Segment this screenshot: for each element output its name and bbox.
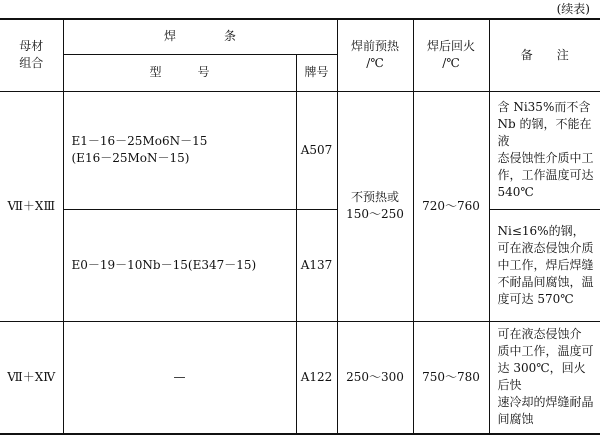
- brand-cell: A122: [296, 321, 337, 434]
- model-cell: E1－16－25Mo6N－15 (E16－25MoN－15): [63, 91, 296, 209]
- remark-cell: 含 Ni35%而不含 Nb 的钢，不能在液 态侵蚀性介质中工 作，工作温度可达 540℃: [489, 91, 600, 209]
- combo-cell: Ⅶ＋ⅩⅢ: [0, 91, 63, 321]
- combo-cell: Ⅶ＋ⅩⅣ: [0, 321, 63, 434]
- temper-cell: 750～780: [413, 321, 489, 434]
- header-temper: 焊后回火 /℃: [413, 19, 489, 91]
- header-electrode: 焊 条: [63, 19, 337, 54]
- brand-cell: A507: [296, 91, 337, 209]
- header-base: 母材 组合: [0, 19, 63, 91]
- temper-cell: 720～760: [413, 91, 489, 321]
- header-preheat: 焊前预热 /℃: [337, 19, 413, 91]
- remark-cell: Ni≤16%的钢， 可在液态侵蚀介质 中工作，焊后焊缝 不耐晶间腐蚀，温 度可达 570℃: [489, 209, 600, 321]
- header-model: 型 号: [63, 54, 296, 91]
- table-row: [0, 91, 600, 209]
- model-cell: —: [63, 321, 296, 434]
- model-cell: E0－19－10Nb－15(E347－15): [63, 209, 296, 321]
- header-brand: 牌号: [296, 54, 337, 91]
- header-remark: 备 注: [489, 19, 600, 91]
- welding-table: [0, 18, 600, 435]
- preheat-cell: 250～300: [337, 321, 413, 434]
- brand-cell: A137: [296, 209, 337, 321]
- remark-cell: 可在液态侵蚀介 质中工作，温度可 达 300℃，回火后快 速冷却的焊缝耐晶 间腐蚀: [489, 321, 600, 434]
- header-row-1: [0, 19, 600, 54]
- table-row: [0, 321, 600, 434]
- continued-label: (续表): [556, 2, 590, 16]
- preheat-cell: 不预热或 150～250: [337, 91, 413, 321]
- table-row: [0, 209, 600, 321]
